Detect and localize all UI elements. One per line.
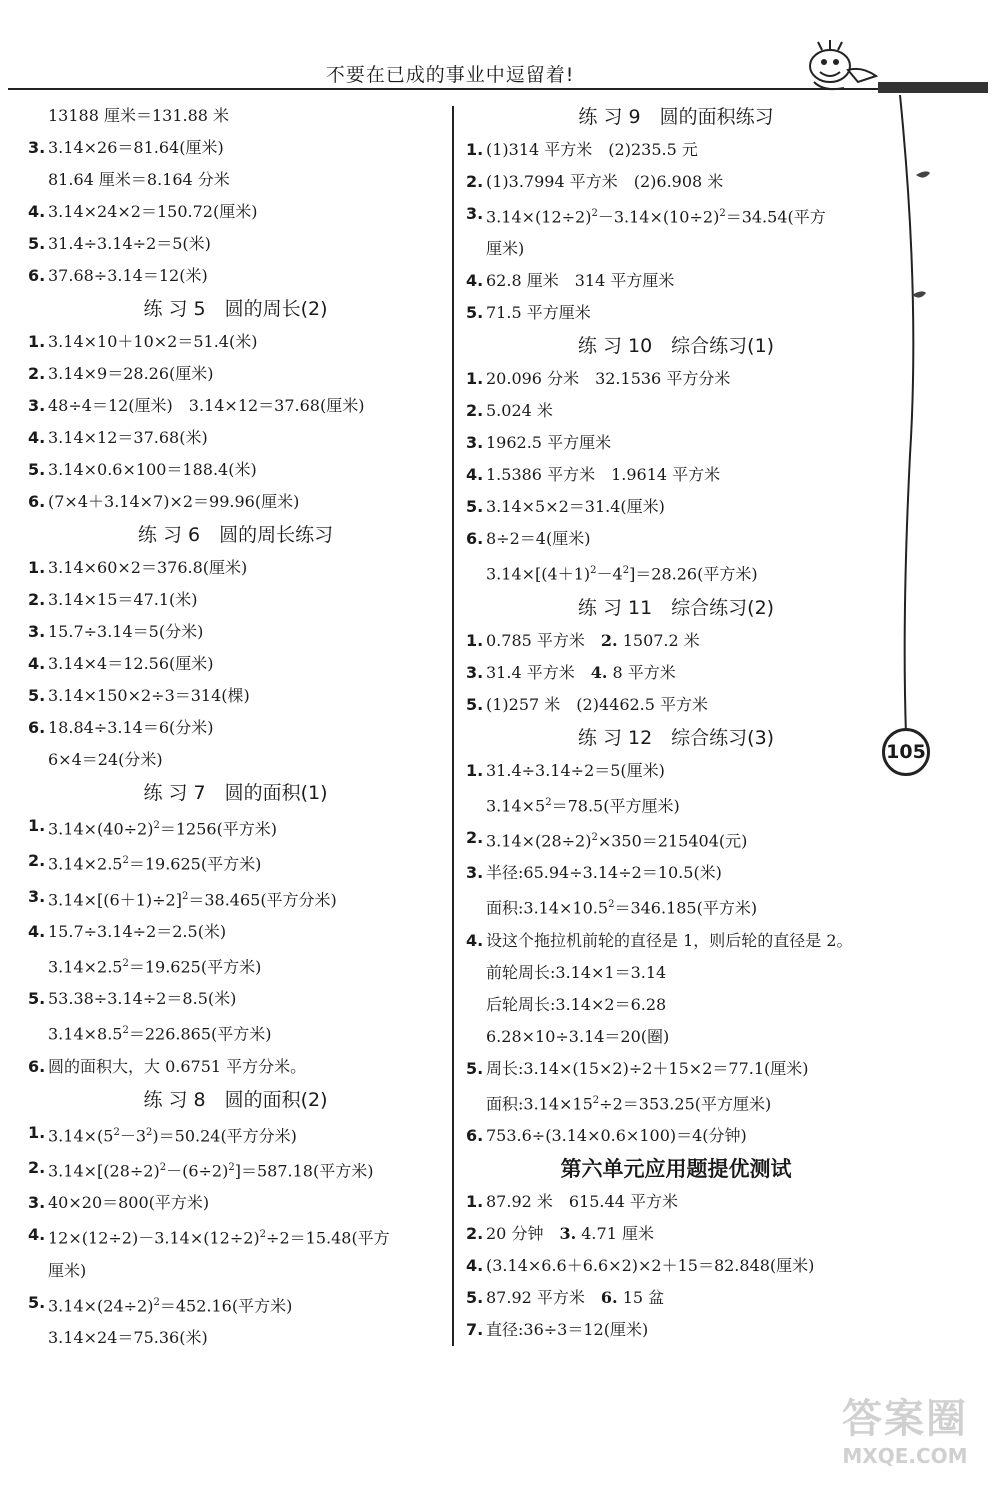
answer-line: 6×4＝24(分米) bbox=[48, 750, 163, 769]
answer-line: 5. 3.14×0.6×100＝188.4(米) bbox=[28, 460, 257, 479]
answer-line: 1. (1)314 平方米 (2)235.5 元 bbox=[466, 140, 698, 159]
answer-line: 2. $3.14\times(28\div 2)^2\times 350=215404$(元) bbox=[466, 827, 748, 851]
answer-line: 3. 15.7÷3.14＝5(分米) bbox=[28, 622, 204, 641]
answer-line: 1. 31.4÷3.14÷2＝5(厘米) bbox=[466, 760, 665, 780]
answer-line: 3. 3.14×26＝81.64(厘米) bbox=[28, 138, 224, 157]
answer-line: 1. $3.14\times(40\div 2)^2=1256$(平方米) bbox=[28, 816, 278, 839]
answer-line: 2. 3.14×15＝47.1(米) bbox=[28, 590, 198, 609]
answer-line: 81.64 厘米＝8.164 分米 bbox=[48, 170, 230, 189]
answer-line: 5. (1)257 米 (2)4462.5 平方米 bbox=[466, 694, 709, 714]
answer-line: $3.14\times 2.5^2=19.625$(平方米) bbox=[48, 957, 262, 977]
answer-line: 4. 3.14×24×2＝150.72(厘米) bbox=[28, 202, 258, 221]
answer-line: 前轮周长:3.14×1＝3.14 bbox=[486, 962, 667, 982]
answer-line: 3. 40×20＝800(平方米) bbox=[28, 1193, 210, 1213]
answer-line: 3. 31.4 平方米 4. 8 平方米 bbox=[466, 662, 676, 682]
column-divider bbox=[452, 106, 454, 1346]
answer-line: 5. 71.5 平方厘米 bbox=[466, 303, 591, 323]
answer-line: 3. $3.14\times[(6+1)\div 2]^2=38.465$(平方分米) bbox=[28, 886, 337, 909]
vine-decoration-icon bbox=[880, 95, 940, 815]
answer-line: 6. 8÷2＝4(厘米) bbox=[466, 529, 591, 549]
answer-line: 7. 直径:36÷3＝12(厘米) bbox=[466, 1319, 649, 1339]
answer-line: 5. 周长:3.14×(15×2)÷2＋15×2＝77.1(厘米) bbox=[466, 1058, 809, 1078]
answer-line: 6. (7×4＋3.14×7)×2＝99.96(厘米) bbox=[28, 492, 300, 511]
page-header bbox=[0, 0, 1000, 100]
answer-line: 5. 87.92 平方米 6. 15 盆 bbox=[466, 1287, 665, 1307]
mascot-cartoon-icon bbox=[800, 36, 880, 96]
answer-line: 1. $3.14\times(5^2-3^2)=50.24$(平方分米) bbox=[28, 1122, 297, 1145]
answer-line: 4. 设这个拖拉机前轮的直径是 1，则后轮的直径是 2。 bbox=[466, 930, 853, 950]
answer-line: 2. 20 分钟 3. 4.71 厘米 bbox=[466, 1223, 654, 1243]
answer-line: 13188 厘米＝131.88 米 bbox=[48, 106, 230, 125]
answer-line: 2. $3.14\times 2.5^2=19.625$(平方米) bbox=[28, 851, 262, 874]
answer-line: 4. 1.5386 平方米 1.9614 平方米 bbox=[466, 465, 721, 485]
answer-line: 3. 48÷4＝12(厘米) 3.14×12＝37.68(厘米) bbox=[28, 396, 365, 415]
answer-line: 6. 37.68÷3.14＝12(米) bbox=[28, 266, 208, 285]
answer-line: 5. 31.4÷3.14÷2＝5(米) bbox=[28, 234, 211, 253]
answer-line: 5. $3.14\times(24\div 2)^2=452.16$(平方米) bbox=[28, 1292, 293, 1315]
section-title: 练 习 9 圆的面积练习 bbox=[578, 106, 774, 128]
answer-line: 面积$:3.14\times 15^2\div 2=353.25$(平方厘米) bbox=[486, 1093, 772, 1113]
answer-line: 3. 半径:65.94÷3.14÷2＝10.5(米) bbox=[466, 863, 722, 883]
section-title: 练 习 6 圆的周长练习 bbox=[137, 524, 334, 546]
answer-line: 5. 3.14×150×2÷3＝314(棵) bbox=[28, 686, 250, 705]
answer-line: 面积$:3.14\times 10.5^2=346.185$(平方米) bbox=[486, 898, 758, 918]
answer-line: 4. $12\times(12\div 2)-3.14\times(12\div 2)^2\div 2=15.48$(平方 bbox=[28, 1225, 390, 1248]
section-title: 练 习 10 综合练习(1) bbox=[577, 335, 775, 358]
section-title: 练 习 8 圆的面积(2) bbox=[143, 1088, 328, 1111]
answer-line: 4. (3.14×6.6＋6.6×2)×2＋15＝82.848(厘米) bbox=[466, 1255, 815, 1275]
section-title: 练 习 5 圆的周长(2) bbox=[143, 298, 328, 320]
right-column bbox=[466, 100, 886, 1346]
header-bar bbox=[878, 82, 988, 93]
answer-line: 2. $3.14\times[(28\div 2)^2-(6\div 2)^2]=587.18$(平方米) bbox=[28, 1157, 374, 1181]
answer-line: 2. 5.024 米 bbox=[466, 401, 553, 421]
answer-line-continued: 厘米) bbox=[486, 239, 525, 259]
answer-line: 4. 3.14×4＝12.56(厘米) bbox=[28, 654, 214, 673]
page-number-badge: 105 bbox=[882, 728, 930, 776]
answer-line: 1. 0.785 平方米 2. 1507.2 米 bbox=[466, 630, 700, 650]
header-motto: 不要在已成的事业中逗留着! bbox=[325, 64, 575, 86]
answer-line: 5. 53.38÷3.14÷2＝8.5(米) bbox=[28, 989, 237, 1009]
unit-test-title: 第六单元应用题提优测试 bbox=[560, 1156, 792, 1181]
answer-line: 2. (1)3.7994 平方米 (2)6.908 米 bbox=[466, 172, 724, 191]
answer-line: $3.14\times 5^2=78.5$(平方厘米) bbox=[486, 795, 680, 815]
answer-line: 1. 3.14×10＋10×2＝51.4(米) bbox=[28, 332, 258, 351]
answer-line: 4. 15.7÷3.14÷2＝2.5(米) bbox=[28, 921, 227, 941]
header-rule bbox=[8, 88, 878, 90]
answer-line: $3.14\times[(4+1)^2-4^2]=28.26$(平方米) bbox=[486, 564, 758, 584]
answer-line: 6. 圆的面积大，大 0.6751 平方分米。 bbox=[28, 1056, 307, 1076]
watermark-logo-text: 答案圈 bbox=[842, 1396, 968, 1442]
answer-line: 6. 18.84÷3.14＝6(分米) bbox=[28, 718, 214, 737]
left-column bbox=[28, 100, 443, 1354]
answer-line: 4. 3.14×12＝37.68(米) bbox=[28, 428, 208, 447]
answer-line: 3. $3.14\times(12\div 2)^2-3.14\times(10\div 2)^2=34.54$(平方 bbox=[466, 204, 826, 227]
answer-line: 1. 20.096 分米 32.1536 平方分米 bbox=[466, 369, 731, 389]
answer-line: $3.14\times 8.5^2=226.865$(平方米) bbox=[48, 1024, 272, 1044]
section-title: 练 习 12 综合练习(3) bbox=[577, 726, 775, 749]
answer-line: 6.28×10÷3.14＝20(圈) bbox=[486, 1026, 670, 1046]
answer-line-continued: 厘米) bbox=[48, 1260, 87, 1280]
answer-line: 后轮周长:3.14×2＝6.28 bbox=[486, 994, 667, 1014]
answer-line: 2. 3.14×9＝28.26(厘米) bbox=[28, 364, 214, 383]
watermark bbox=[820, 1395, 990, 1485]
answer-line: 1. 3.14×60×2＝376.8(厘米) bbox=[28, 558, 248, 577]
answer-line: 1. 87.92 米 615.44 平方米 bbox=[466, 1191, 678, 1211]
watermark-url: MXQE.COM bbox=[842, 1444, 968, 1468]
answer-line: 3. 1962.5 平方厘米 bbox=[466, 433, 612, 453]
section-title: 练 习 7 圆的面积(1) bbox=[143, 782, 328, 804]
answer-line: 3.14×24＝75.36(米) bbox=[48, 1327, 208, 1347]
answer-line: 5. 3.14×5×2＝31.4(厘米) bbox=[466, 497, 665, 517]
answer-line: 6. 753.6÷(3.14×0.6×100)＝4(分钟) bbox=[466, 1125, 747, 1145]
section-title: 练 习 11 综合练习(2) bbox=[577, 596, 775, 619]
answer-line: 4. 62.8 厘米 314 平方厘米 bbox=[466, 271, 675, 291]
